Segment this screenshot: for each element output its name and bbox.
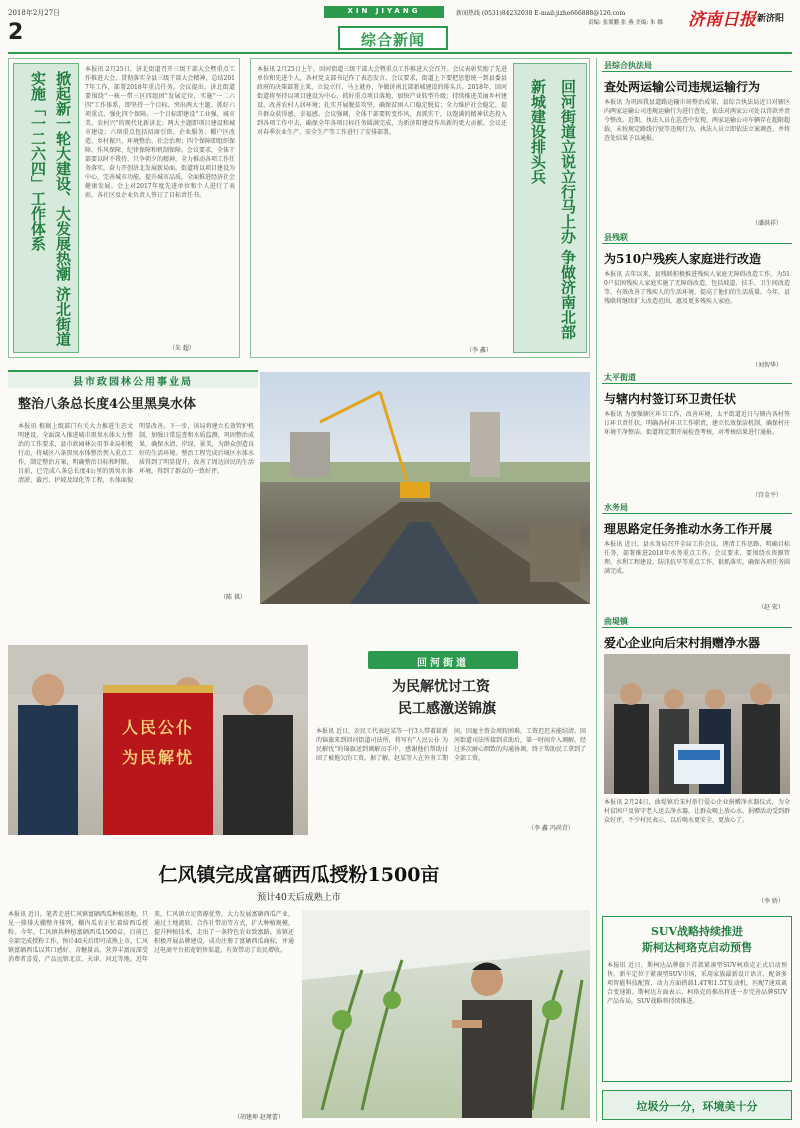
sanitation-body: 本报讯 根据上级部门有关大力推进生态文明建设、全面深入推进城市黑臭水体大力整治的工作要求，县市政园林公用事业局积极行动，将城区八条黑臭水体整治列入重点工作，制定整治方案，明确整治目标和时限。目前，已完成八条总长度4公里的黑臭水体清淤、截污、护坡及绿化等工程，水体面貌明显改善。下一步，该局将建立长效管护机制，加强日常巡查和水质监测，巩固整治成果，确保水清、岸绿、景美，为群众创造良好的生活环境。整治工程完成后城区水体水质得到了明显提升，改善了周边居民的生活环境，得到了群众的一致好评。 (18, 423, 254, 484)
watermelon-farmer-photo (302, 910, 590, 1118)
lead-left-body: 本报讯 2月25日，济北街道召开三级干部大会暨重点工作推进大会，贯彻落实全县三级干部大会精神，总结2017年工作，部署2018年重点任务。会议提出，济北街道要围绕"一核一带三区四组团"发展定位，实施"一二六四"工作体系，即坚持一个目标、突出两大主题、抓好六项重点、强化四个保障。一个目标即建设"工业强、城市美、农村兴"的现代化新济北；两大主题即项目建设和城市建设；六项重点包括招商引资、企业服务、棚户区改造、乡村振兴、环境整治、社会治理；四个保障即组织保障、作风保障、纪律保障和机制保障。会议要求，全体干部要以时不我待、只争朝夕的精神，全力推动各项工作任务落实，奋力开创济北发展新局面。街道将以项目建设为中心，完善城市功能，提升城市品质，全面推进经济社会健康发展。会上对2017年度先进单位和个人进行了表彰，各社区及企业负责人签订了目标责任书。 (85, 66, 235, 199)
suv-headline-1: SUV战略持续推进 (650, 925, 744, 938)
right-item-3 (602, 370, 792, 500)
lead-left-headline: 掀起新一轮大建设、大发展热潮 济北街道实施「一二六四」工作体系 (29, 71, 72, 347)
lead-right-headline: 回河街道立说立行马上办 争做济南北部新城建设排头兵 (529, 79, 577, 340)
right-headline-1: 查处两运输公司违规运输行为 (604, 80, 761, 94)
right-item-4 (602, 500, 792, 612)
huihe-article (8, 645, 590, 835)
sanitation-article (8, 370, 258, 605)
huihe-headline-2: 民工感激送锦旗 (398, 701, 496, 717)
right-tag-2: 县残联 (604, 232, 628, 242)
header-editors: 责编: 张冀鹏 张 燕 美编: 朱 娜 (588, 20, 663, 26)
watermelon-article (8, 860, 590, 1122)
right-headline-3: 与辖内村签订环卫责任状 (604, 392, 737, 406)
page-header (8, 6, 792, 50)
right-tag-bar-2 (602, 230, 792, 244)
right-signature-2: （刘智华） (752, 362, 783, 369)
right-headline-2: 为510户残疾人家庭进行改造 (604, 252, 762, 266)
footer-banner (602, 1090, 792, 1120)
lead-right-body: 本报讯 2月25日上午，回河街道三级干部大会暨重点工作推进大会召开。会议表彰奖励了先进单位和先进个人，各村党支部书记作了表态发言。会议要求，街道上下要把思想统一到县委县政府的决策部署上来，立说立行、马上就办，争做济南北部新城建设的排头兵。2018年，回河街道将坚持以项目建设为中心，抓好重点项目落地，加快产业转型升级；持续推进美丽乡村建设，改善农村人居环境；扎实开展脱贫攻坚，确保贫困人口稳定脱贫；全力维护社会稳定，提升群众获得感、幸福感。会议强调，全体干部要转变作风、真抓实干，以饱满的精神状态投入到各项工作中去，确保全年各项目标任务圆满完成，为新济阳建设作出新的更大贡献。会议还对春季农业生产、安全生产等工作进行了安排部署。 (257, 66, 507, 136)
right-tag-1: 县综合执法局 (604, 60, 652, 70)
right-body-2: 本报讯 去年以来，县残联积极推进残疾人家庭无障碍改造工作，为510户贫困残疾人家庭实施了无障碍改造，包括坡道、扶手、卫生间改造等，有效改善了残疾人的生活环境，提高了他们的生活质量。今年，县残联将继续扩大改造范围，惠及更多残疾人家庭。 (604, 271, 790, 305)
right-body-5: 本报讯 2月24日，曲堤镇后宋村举行爱心企业捐赠净水器仪式，为全村贫困户及留守老人送去净水器，让群众喝上放心水。捐赠活动受到群众好评，不少村民表示，以后喝水更安全、更放心了。 (604, 799, 790, 824)
huihe-headline-1: 为民解忧讨工资 (392, 679, 490, 695)
right-tag-3: 太平街道 (604, 372, 636, 382)
water-purifier-photo (604, 654, 790, 794)
banner-photo-art (8, 645, 308, 835)
right-column-divider (596, 58, 597, 1122)
lead-right-signature: （李 鑫） (466, 347, 492, 354)
right-signature-1: （潘洪祥） (752, 220, 783, 227)
right-tag-4: 水务局 (604, 502, 628, 512)
right-signature-4: （赵 宏） (758, 604, 784, 611)
right-tag-bar-5 (602, 614, 792, 628)
huihe-body: 本报讯 近日，农民工代表赵某等一行3人带着崭新的锦旗来到回河街道司法所，将写有"人民公仆 为民解忧"的锦旗送到调解员手中，感谢他们帮助讨回了被拖欠的工资。据了解，赵某等人在外务工期间，因雇主资金周转困难，工资迟迟未能结清。回河街道司法所接到求助后，第一时间介入调解，经过多次耐心细致的沟通协调，终于帮助民工拿到了全部工资。 (316, 728, 586, 762)
right-signature-3: （宫金平） (752, 492, 783, 499)
lead-left-signature: （朱 超） (169, 345, 195, 352)
right-item-1 (602, 58, 792, 228)
masthead-sub: 新济阳 (757, 14, 785, 24)
purifier-photo-art (604, 654, 790, 794)
right-headline-5: 爱心企业向后宋村捐赠净水器 (604, 636, 761, 650)
banner-text-2: 为民解忧 (121, 748, 194, 767)
masthead-logo: 济南日报 (688, 10, 756, 30)
banner-text-1: 人民公仆 (121, 718, 194, 737)
footer-banner-text: 垃圾分一分，环境美十分 (636, 1100, 758, 1113)
sanitation-headline: 整治八条总长度4公里黑臭水体 (18, 397, 197, 412)
construction-photo (260, 372, 590, 604)
banner-presentation-photo (8, 645, 308, 835)
watermelon-headline: 仁风镇完成富硒西瓜授粉1500亩 (158, 864, 440, 886)
header-rule (8, 52, 792, 54)
right-body-4: 本报讯 近日，县水务局召开全局工作会议，理清工作思路，明确目标任务，部署推进2018年水务重点工作。会议要求，要围绕水资源管理、水利工程建设、防汛抗旱等重点工作，狠抓落实，确保各项任务圆满完成。 (604, 541, 790, 575)
suv-headline-2: 斯柯达柯珞克启动预售 (642, 941, 752, 954)
issue-date: 2018年2月27日 (8, 9, 61, 17)
right-tag-bar-4 (602, 500, 792, 514)
lead-right-article (250, 58, 590, 358)
header-hotline: 新闻热线 (0531)84232038 E-mail:jizhe666888@126.com (456, 10, 626, 17)
sanitation-signature: （陈 祺） (220, 594, 246, 601)
watermelon-photo-art (302, 910, 590, 1118)
watermelon-body: 本报讯 近日，笔者走进仁风镇富硒西瓜种植基地，只见一排排大棚整齐排列，棚内瓜农正忙着给西瓜授粉。今年，仁风镇共种植富硒西瓜1500亩，目前已全部完成授粉工作，预计40天后即可成熟上市。仁风镇富硒西瓜以其口感好、含糖量高、营养丰富而深受消费者喜爱，产品远销北京、天津、河北等地。近年来，仁风镇立足资源优势，大力发展富硒西瓜产业，通过土地流转、合作社带动等方式，扩大种植规模，提升种植技术，走出了一条特色农业致富路。该镇还积极开展品牌建设，成功注册了富硒西瓜商标，并通过电商平台拓宽销售渠道，有效带动了农民增收。 (8, 911, 294, 963)
right-signature-5: （李 娇） (758, 898, 784, 905)
page-number: 2 (8, 20, 24, 45)
huihe-signature: （李 鑫 冯尚青） (528, 825, 574, 832)
suv-body: 本报讯 近日，斯柯达品牌旗下首款紧凑型SUV柯珞克正式启动预售。新车定位于紧凑型SUV市场，采用家族最新设计语言，配备多项智能科技配置，动力方面搭载1.4T和1.5T发动机，匹配7速双离合变速箱。斯柯达方面表示，柯珞克的推出将进一步完善品牌SUV产品布局，SUV战略将持续推进。 (607, 962, 787, 1005)
right-headline-4: 理思路定任务推动水务工作开展 (604, 522, 773, 536)
huihe-tag: 回河街道 (417, 658, 469, 669)
sanitation-tag: 县市政园林公用事业局 (73, 377, 193, 388)
watermelon-subhead: 预计40天后成熟上市 (257, 893, 341, 903)
right-item-5 (602, 614, 792, 906)
header-center-label: XIN JIYANG (347, 7, 421, 15)
construction-photo-art (260, 372, 590, 604)
lead-left-article (8, 58, 240, 358)
right-body-3: 本报讯 为加强辖区环卫工作，改善环境，太平街道近日与辖内各村签订环卫责任状，明确各村环卫工作职责，建立长效保洁机制，确保村庄环境干净整洁。街道将定期开展检查考核，对考核结果进行通报。 (604, 411, 790, 436)
right-tag-5: 曲堤镇 (604, 616, 628, 626)
section-title: 综合新闻 (360, 31, 425, 49)
right-body-1: 本报讯 为巩固我县道路运输市场整治成果，县综合执法局近日对辖区内两家运输公司违规运输行为进行查处，依法对两家公司处以罚款并责令整改。近期，执法人员在巡查中发现，两家运输公司车辆存在超限超载、未按规定路线行驶等违规行为，执法人员立即依法立案调查，并将查处结果予以通报。 (604, 99, 790, 142)
right-item-2 (602, 230, 792, 370)
watermelon-signature: （胡建坤 赵瑾蕾） (234, 1114, 284, 1121)
suv-article (602, 916, 792, 1082)
